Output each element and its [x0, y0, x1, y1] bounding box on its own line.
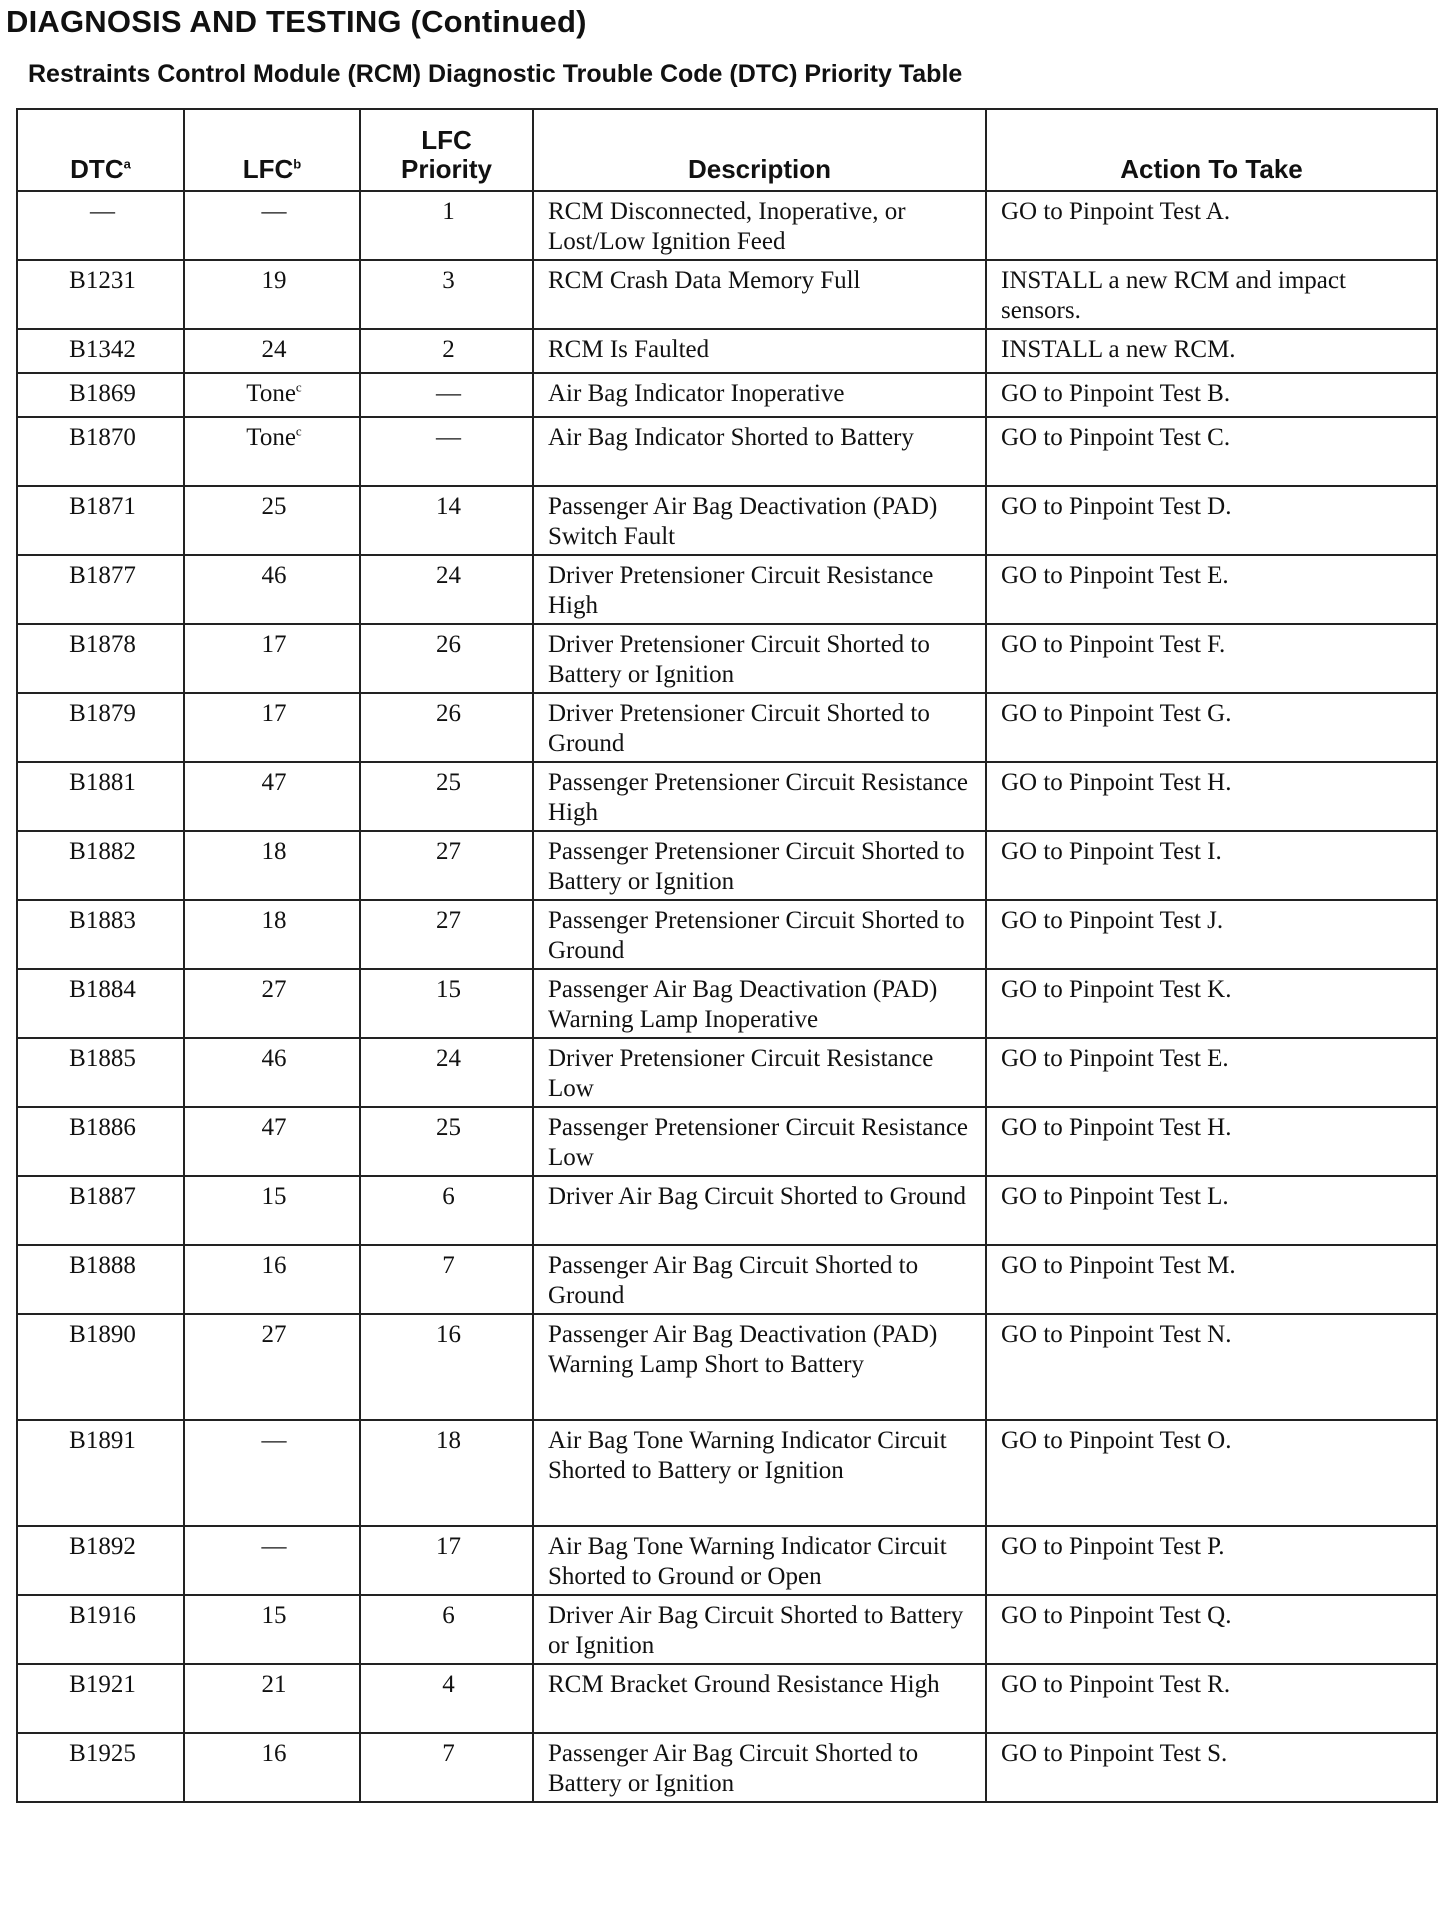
cell-lfc-priority: 6 [360, 1176, 533, 1245]
footnote-marker: c [295, 423, 302, 439]
table-row [17, 1245, 1437, 1314]
cell-lfc-priority: 17 [360, 1526, 533, 1595]
cell-dtc: B1890 [17, 1314, 184, 1420]
table-row [17, 1420, 1437, 1526]
cell-lfc: 46 [184, 555, 360, 624]
cell-lfc-priority: 2 [360, 329, 533, 373]
cell-description: Passenger Pretensioner Circuit Resistance High [533, 762, 986, 831]
cell-lfc-priority: 25 [360, 1107, 533, 1176]
cell-action: GO to Pinpoint Test F. [986, 624, 1437, 693]
cell-dtc: B1888 [17, 1245, 184, 1314]
cell-lfc-priority: 7 [360, 1733, 533, 1802]
cell-action: GO to Pinpoint Test O. [986, 1420, 1437, 1526]
cell-lfc: 47 [184, 762, 360, 831]
cell-lfc: 15 [184, 1595, 360, 1664]
cell-action: INSTALL a new RCM and impact sensors. [986, 260, 1437, 329]
table-row [17, 1107, 1437, 1176]
cell-lfc-priority: 16 [360, 1314, 533, 1420]
table-row [17, 329, 1437, 373]
cell-lfc-priority: 27 [360, 900, 533, 969]
table-row [17, 969, 1437, 1038]
cell-description: Air Bag Tone Warning Indicator Circuit Shorted to Ground or Open [533, 1526, 986, 1595]
page-title: DIAGNOSIS AND TESTING (Continued) [6, 4, 587, 39]
cell-lfc-priority: 27 [360, 831, 533, 900]
cell-lfc-priority: — [360, 373, 533, 417]
cell-action: GO to Pinpoint Test Q. [986, 1595, 1437, 1664]
cell-action: GO to Pinpoint Test G. [986, 693, 1437, 762]
cell-dtc: — [17, 191, 184, 260]
cell-lfc-priority: 7 [360, 1245, 533, 1314]
cell-description: Driver Pretensioner Circuit Resistance High [533, 555, 986, 624]
cell-description: Driver Air Bag Circuit Shorted to Ground [533, 1176, 986, 1245]
cell-dtc: B1886 [17, 1107, 184, 1176]
cell-action: GO to Pinpoint Test P. [986, 1526, 1437, 1595]
cell-lfc-priority: 1 [360, 191, 533, 260]
table-header-row [17, 109, 1437, 191]
table-row [17, 555, 1437, 624]
table-body [17, 191, 1437, 1802]
column-header-lfc: LFC$^b$ [184, 109, 360, 191]
table-title: Restraints Control Module (RCM) Diagnostic Trouble Code (DTC) Priority Table [28, 60, 963, 88]
table-row [17, 1176, 1437, 1245]
cell-lfc-priority: 24 [360, 555, 533, 624]
cell-lfc: — [184, 1420, 360, 1526]
cell-description: Passenger Air Bag Deactivation (PAD) Warning Lamp Short to Battery [533, 1314, 986, 1420]
footnote-marker: b [293, 156, 302, 172]
cell-description: Air Bag Tone Warning Indicator Circuit Shorted to Battery or Ignition [533, 1420, 986, 1526]
table-row [17, 373, 1437, 417]
cell-lfc: 24 [184, 329, 360, 373]
cell-action: GO to Pinpoint Test K. [986, 969, 1437, 1038]
cell-dtc: B1871 [17, 486, 184, 555]
cell-dtc: B1887 [17, 1176, 184, 1245]
cell-dtc: B1231 [17, 260, 184, 329]
cell-lfc: 16 [184, 1733, 360, 1802]
cell-lfc-priority: 18 [360, 1420, 533, 1526]
cell-dtc: B1882 [17, 831, 184, 900]
cell-lfc: 18 [184, 900, 360, 969]
cell-action: GO to Pinpoint Test L. [986, 1176, 1437, 1245]
table-row [17, 417, 1437, 486]
cell-lfc-priority: 15 [360, 969, 533, 1038]
table-row [17, 693, 1437, 762]
cell-description: RCM Is Faulted [533, 329, 986, 373]
cell-dtc: B1877 [17, 555, 184, 624]
cell-lfc: — [184, 191, 360, 260]
column-header-action: Action To Take [986, 109, 1437, 191]
cell-lfc: 16 [184, 1245, 360, 1314]
cell-dtc: B1916 [17, 1595, 184, 1664]
cell-description: Passenger Air Bag Deactivation (PAD) Warning Lamp Inoperative [533, 969, 986, 1038]
cell-action: GO to Pinpoint Test C. [986, 417, 1437, 486]
cell-lfc: 19 [184, 260, 360, 329]
cell-description: Passenger Air Bag Deactivation (PAD) Switch Fault [533, 486, 986, 555]
cell-action: GO to Pinpoint Test E. [986, 555, 1437, 624]
cell-action: GO to Pinpoint Test H. [986, 1107, 1437, 1176]
cell-dtc: B1885 [17, 1038, 184, 1107]
cell-lfc: 18 [184, 831, 360, 900]
cell-lfc: 46 [184, 1038, 360, 1107]
cell-lfc: 17 [184, 624, 360, 693]
table-row [17, 762, 1437, 831]
cell-lfc-priority: — [360, 417, 533, 486]
cell-dtc: B1342 [17, 329, 184, 373]
footnote-marker: a [123, 156, 131, 172]
table-row [17, 1733, 1437, 1802]
cell-action: GO to Pinpoint Test I. [986, 831, 1437, 900]
cell-action: GO to Pinpoint Test D. [986, 486, 1437, 555]
table-row [17, 191, 1437, 260]
cell-lfc: 21 [184, 1664, 360, 1733]
cell-description: RCM Bracket Ground Resistance High [533, 1664, 986, 1733]
cell-description: Air Bag Indicator Shorted to Battery [533, 417, 986, 486]
cell-lfc: 25 [184, 486, 360, 555]
table-row [17, 1314, 1437, 1420]
cell-dtc: B1869 [17, 373, 184, 417]
cell-dtc: B1925 [17, 1733, 184, 1802]
cell-action: INSTALL a new RCM. [986, 329, 1437, 373]
table-row [17, 831, 1437, 900]
cell-lfc-priority: 25 [360, 762, 533, 831]
cell-action: GO to Pinpoint Test M. [986, 1245, 1437, 1314]
dtc-priority-table [16, 108, 1438, 1803]
cell-lfc: Tone$^c$ [184, 417, 360, 486]
table-row [17, 1526, 1437, 1595]
cell-description: Driver Pretensioner Circuit Resistance Low [533, 1038, 986, 1107]
cell-action: GO to Pinpoint Test S. [986, 1733, 1437, 1802]
cell-description: Passenger Air Bag Circuit Shorted to Battery or Ignition [533, 1733, 986, 1802]
cell-action: GO to Pinpoint Test H. [986, 762, 1437, 831]
cell-lfc: 15 [184, 1176, 360, 1245]
cell-lfc: Tone$^c$ [184, 373, 360, 417]
cell-dtc: B1870 [17, 417, 184, 486]
cell-action: GO to Pinpoint Test A. [986, 191, 1437, 260]
cell-lfc-priority: 24 [360, 1038, 533, 1107]
table-row [17, 624, 1437, 693]
cell-lfc-priority: 26 [360, 624, 533, 693]
cell-description: Passenger Air Bag Circuit Shorted to Ground [533, 1245, 986, 1314]
cell-lfc: 27 [184, 1314, 360, 1420]
cell-lfc: 47 [184, 1107, 360, 1176]
cell-description: Passenger Pretensioner Circuit Shorted to Battery or Ignition [533, 831, 986, 900]
cell-lfc-priority: 14 [360, 486, 533, 555]
cell-description: Passenger Pretensioner Circuit Resistance Low [533, 1107, 986, 1176]
column-header-lfc-priority: LFC Priority [360, 109, 533, 191]
cell-action: GO to Pinpoint Test J. [986, 900, 1437, 969]
cell-dtc: B1878 [17, 624, 184, 693]
footnote-marker: c [295, 379, 302, 395]
table-row [17, 1664, 1437, 1733]
table-row [17, 260, 1437, 329]
cell-action: GO to Pinpoint Test B. [986, 373, 1437, 417]
cell-dtc: B1891 [17, 1420, 184, 1526]
cell-dtc: B1883 [17, 900, 184, 969]
cell-lfc: — [184, 1526, 360, 1595]
cell-dtc: B1881 [17, 762, 184, 831]
cell-dtc: B1921 [17, 1664, 184, 1733]
cell-dtc: B1879 [17, 693, 184, 762]
cell-description: Passenger Pretensioner Circuit Shorted to Ground [533, 900, 986, 969]
column-header-dtc: DTC$^a$ [17, 109, 184, 191]
cell-action: GO to Pinpoint Test N. [986, 1314, 1437, 1420]
table-row [17, 486, 1437, 555]
cell-description: RCM Crash Data Memory Full [533, 260, 986, 329]
cell-description: RCM Disconnected, Inoperative, or Lost/Low Ignition Feed [533, 191, 986, 260]
table-row [17, 1595, 1437, 1664]
cell-action: GO to Pinpoint Test E. [986, 1038, 1437, 1107]
table-row [17, 1038, 1437, 1107]
cell-description: Driver Air Bag Circuit Shorted to Battery or Ignition [533, 1595, 986, 1664]
cell-dtc: B1892 [17, 1526, 184, 1595]
cell-lfc: 27 [184, 969, 360, 1038]
cell-description: Driver Pretensioner Circuit Shorted to Ground [533, 693, 986, 762]
cell-lfc-priority: 26 [360, 693, 533, 762]
cell-dtc: B1884 [17, 969, 184, 1038]
cell-lfc-priority: 4 [360, 1664, 533, 1733]
table-row [17, 900, 1437, 969]
cell-description: Driver Pretensioner Circuit Shorted to Battery or Ignition [533, 624, 986, 693]
cell-lfc: 17 [184, 693, 360, 762]
column-header-description: Description [533, 109, 986, 191]
cell-action: GO to Pinpoint Test R. [986, 1664, 1437, 1733]
cell-description: Air Bag Indicator Inoperative [533, 373, 986, 417]
cell-lfc-priority: 6 [360, 1595, 533, 1664]
cell-lfc-priority: 3 [360, 260, 533, 329]
